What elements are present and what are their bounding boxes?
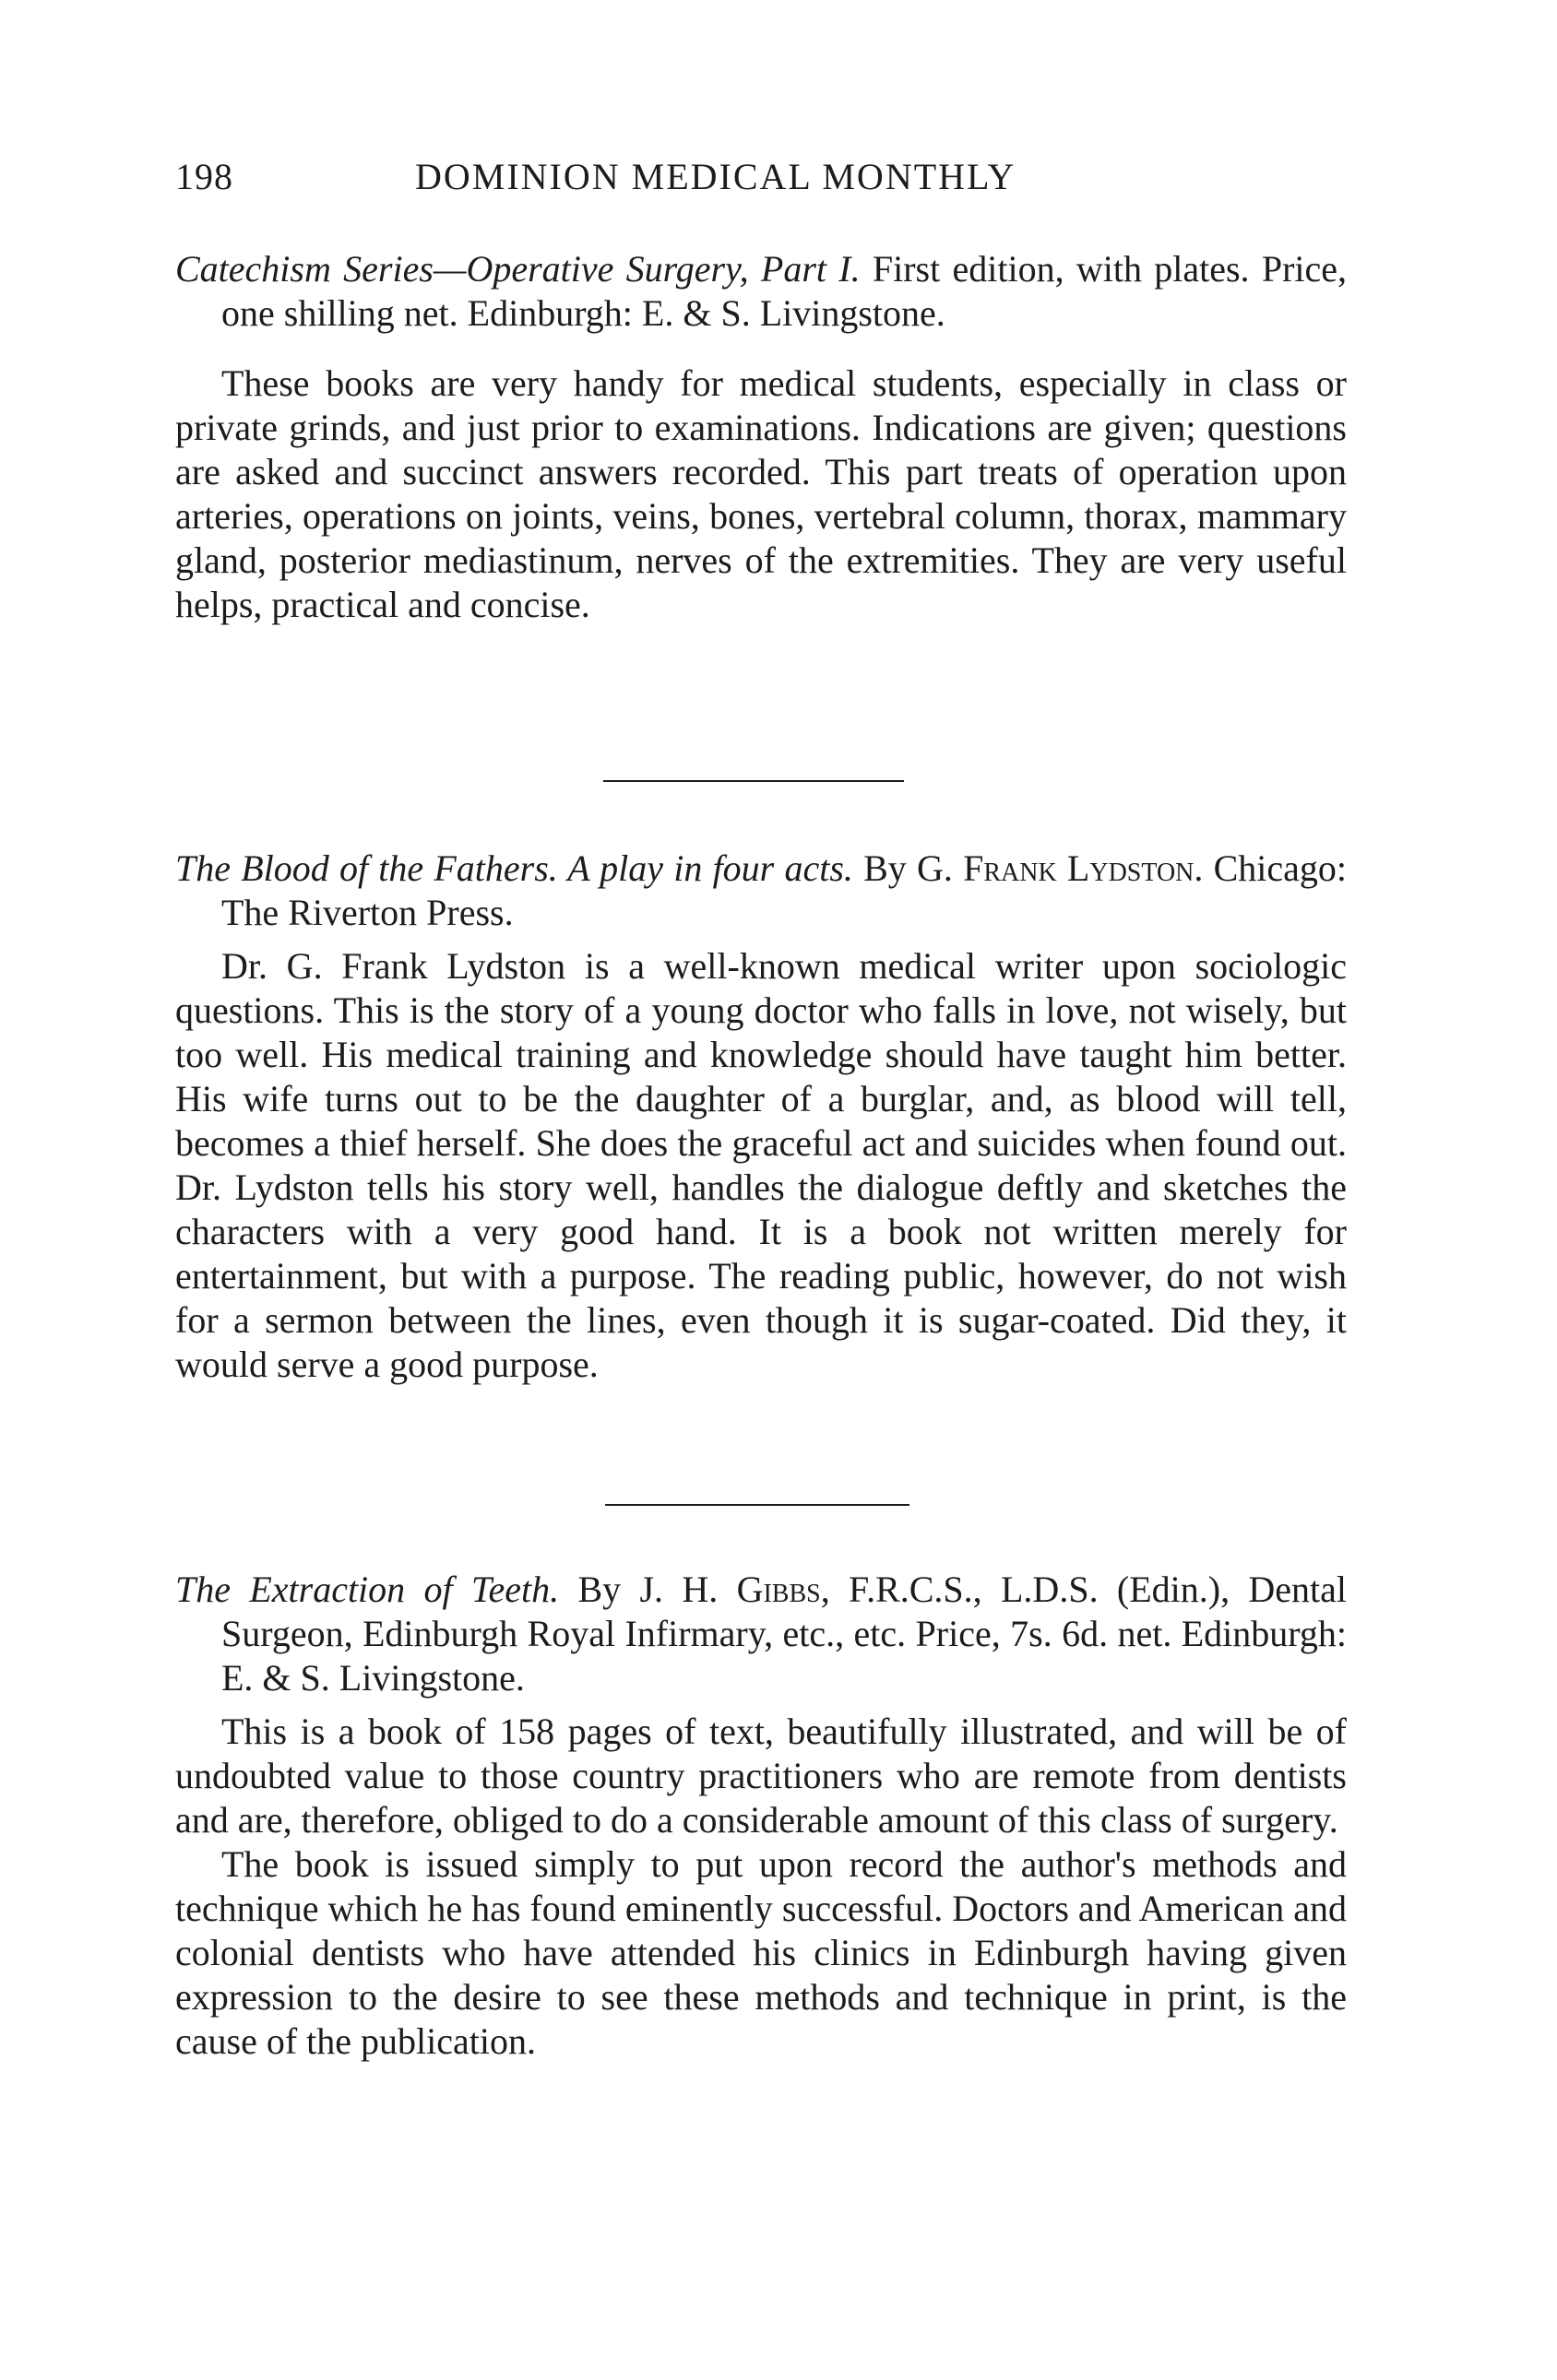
review-blood-of-the-fathers — [175, 847, 1347, 1387]
book-citation — [175, 247, 1347, 336]
review-paragraph: The book is issued simply to put upon record the author's methods and technique which he has found eminently successful. Doctors and American and colonial dentists who have attended his clinics in Edinburgh having given expression to the desire to see these methods and technique in print, is the cause of the publication. — [175, 1843, 1347, 2062]
review-paragraph: Dr. G. Frank Lydston is a well-known medical writer upon sociologic questions. This is the story of a young doctor who falls in love, not wisely, but too well. His medical training and knowledge should have taught him better. His wife turns out to be the daughter of a burglar, and, as blood will tell, becomes a thief herself. She does the graceful act and suicides when found out. Dr. Lydston tells his story well, handles the dialogue deftly and sketches the characters with a very good hand. It is a book not written merely for entertainment, but with a purpose. The reading public, however, do not wish for a sermon between the lines, even though it is sugar-coated. Did they, it would serve a good purpose. — [175, 945, 1347, 1385]
book-details: First edition, with plates. Price, one shilling net. Edinburgh: E. & S. Livingstone. — [221, 248, 1348, 334]
review-catechism-series — [175, 247, 1347, 627]
page-header — [175, 155, 1374, 201]
page-number: 198 — [175, 156, 233, 197]
book-title: Catechism Series—Operative Surgery, Part I. — [175, 248, 861, 290]
review-paragraph: These books are very handy for medical students, especially in class or private grinds, and just prior to examinations. Indications are given; questions are asked and succinct answers recorded. This part treats of operation upon arteries, operations on joints, veins, bones, vertebral column, thorax, mammary gland, posterior mediastinum, nerves of the extremities. They are very useful helps, practical and concise. — [175, 362, 1347, 625]
book-by: By — [863, 847, 907, 889]
book-details: F.R.C.S., L.D.S. (Edin.), Dental Surgeon, Edinburgh Royal Infirmary, etc., etc. Price, 7s. 6d. net. Edinburgh: E. & S. Livingstone. — [221, 1569, 1348, 1699]
running-title: DOMINION MEDICAL MONTHLY — [415, 156, 1016, 197]
book-citation — [175, 1568, 1347, 1700]
book-author: J. H. Gibbs, — [639, 1569, 830, 1610]
book-citation — [175, 847, 1347, 935]
review-paragraph: This is a book of 158 pages of text, beautifully illustrated, and will be of undoubted value to those country practitioners who are remote from dentists and are, therefore, obliged to do a considerable amount of this class of surgery. — [175, 1711, 1347, 1841]
book-by: By — [577, 1569, 622, 1610]
section-divider — [605, 1504, 909, 1506]
review-extraction-of-teeth — [175, 1568, 1347, 2064]
book-author: G. Frank Lydston. — [917, 847, 1204, 889]
section-divider — [603, 780, 904, 782]
book-title: The Extraction of Teeth. — [175, 1569, 560, 1610]
book-publisher: Chicago: The Riverton Press. — [221, 847, 1348, 933]
book-title: The Blood of the Fathers. A play in four acts. — [175, 847, 853, 889]
